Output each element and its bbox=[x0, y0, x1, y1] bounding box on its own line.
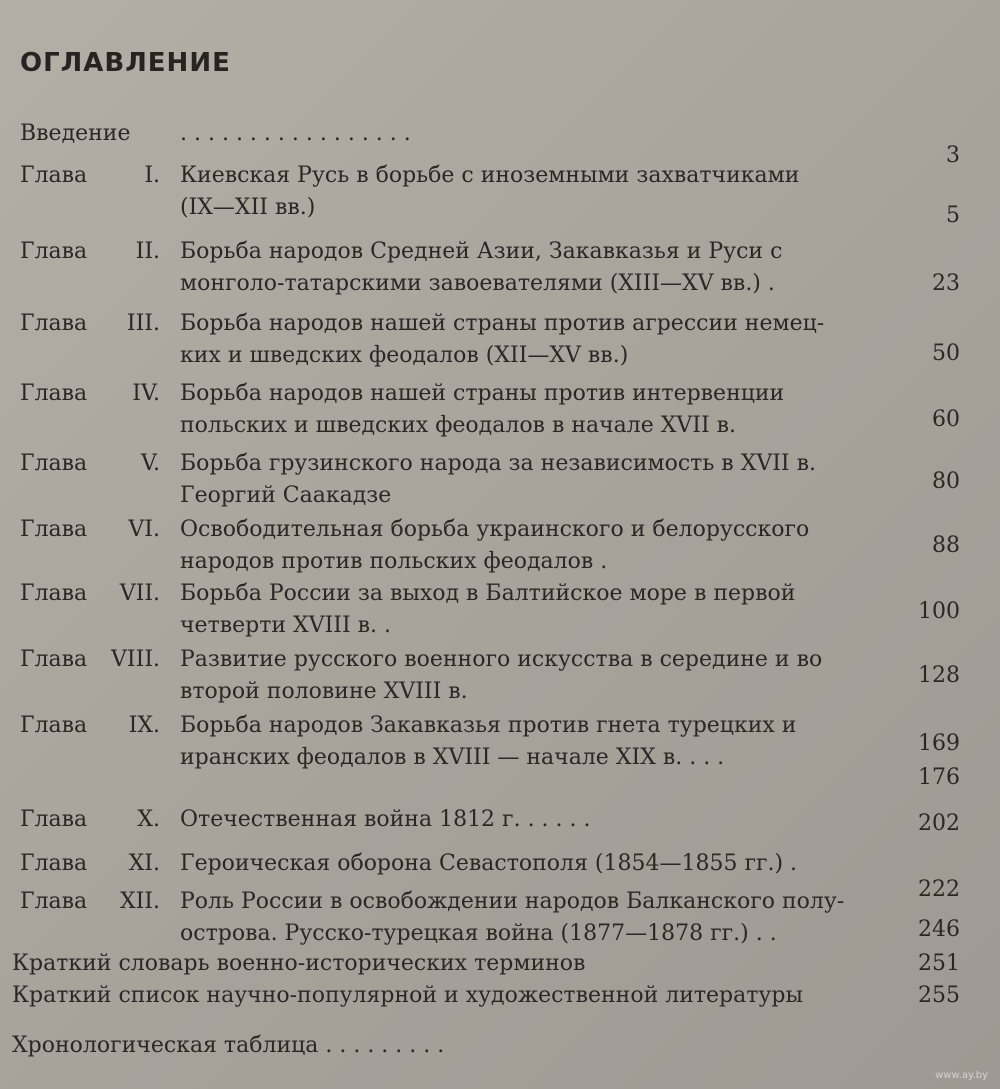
chapter-4-page-number: 60 bbox=[932, 407, 960, 432]
chapter-title-line: Развитие русского военного искусства в середине и во bbox=[180, 647, 823, 672]
chapter-10-page-number: 202 bbox=[918, 811, 960, 836]
intro-page-number: 3 bbox=[946, 143, 960, 168]
chapter-word: Глава bbox=[20, 807, 88, 832]
chapter-number: V. bbox=[140, 451, 160, 476]
chapter-title bbox=[180, 804, 880, 836]
chapter-title bbox=[180, 514, 880, 578]
page-title: ОГЛАВЛЕНИЕ bbox=[20, 48, 231, 78]
chapter-title-line: Героическая оборона Севастополя (1854—1855 гг.) . bbox=[180, 851, 798, 876]
chapter-title-line: четверти XVIII в. . bbox=[180, 613, 392, 638]
chapter-title bbox=[180, 886, 880, 950]
chapter-title-line: Борьба народов Закавказья против гнета турецких и bbox=[180, 713, 797, 738]
intro-label: Введение bbox=[20, 121, 131, 146]
chapter-11-page-number: 222 bbox=[918, 877, 960, 902]
chapter-title-line: народов против польских феодалов . bbox=[180, 549, 608, 574]
chapter-9-page-number: 169 bbox=[918, 731, 960, 756]
chapter-word: Глава bbox=[20, 581, 88, 606]
chapter-title bbox=[180, 236, 880, 300]
chapter-title bbox=[180, 578, 880, 642]
chapter-word: Глава bbox=[20, 381, 88, 406]
appendix-literature-page-number: 255 bbox=[918, 983, 960, 1008]
chapter-word: Глава bbox=[20, 713, 88, 738]
chapter-title bbox=[180, 160, 880, 224]
chapter-6-page-number: 88 bbox=[932, 533, 960, 558]
chapter-number: VI. bbox=[128, 517, 160, 542]
chapter-word: Глава bbox=[20, 517, 88, 542]
chapter-title bbox=[180, 644, 880, 708]
watermark: www.ay.by bbox=[935, 1070, 988, 1081]
chapter-title bbox=[180, 848, 880, 880]
chapter-number: IV. bbox=[132, 381, 160, 406]
chapter-1-page-number: 5 bbox=[946, 203, 960, 228]
chapter-title-line: Борьба народов нашей страны против интервенции bbox=[180, 381, 785, 406]
chapter-number: III. bbox=[126, 311, 160, 336]
chapter-12-page-number: 246 bbox=[918, 917, 960, 942]
appendix-glossary: Краткий словарь военно-исторических терминов bbox=[12, 951, 586, 976]
chapter-word: Глава bbox=[20, 239, 88, 264]
appendix-glossary-page-number: 251 bbox=[918, 951, 960, 976]
chapter-word: Глава bbox=[20, 451, 88, 476]
chapter-title-line: Роль России в освобождении народов Балканского полу- bbox=[180, 889, 845, 914]
chapter-3-page-number: 50 bbox=[932, 341, 960, 366]
chapter-number: II. bbox=[135, 239, 160, 264]
chapter-word: Глава bbox=[20, 851, 88, 876]
chapter-title-line: (IX—XII вв.) bbox=[180, 195, 316, 220]
chapter-title-line: иранских феодалов в XVIII — начале XIX в. . . . bbox=[180, 745, 725, 770]
chapter-title-line: Киевская Русь в борьбе с иноземными захватчиками bbox=[180, 163, 800, 188]
chapter-number: VII. bbox=[119, 581, 160, 606]
chapter-5-page-number: 80 bbox=[932, 469, 960, 494]
chapter-title bbox=[180, 308, 880, 372]
chapter-number: I. bbox=[144, 163, 160, 188]
chapter-8-page-number: 128 bbox=[918, 663, 960, 688]
chapter-number: IX. bbox=[128, 713, 160, 738]
chapter-title-line: второй половине XVIII в. bbox=[180, 679, 468, 704]
chapter-title bbox=[180, 448, 880, 512]
chapter-number: XI. bbox=[128, 851, 160, 876]
chapter-word: Глава bbox=[20, 889, 88, 914]
chapter-title-line: ких и шведских феодалов (XII—XV вв.) bbox=[180, 343, 629, 368]
chapter-title bbox=[180, 710, 880, 774]
chapter-title-line: острова. Русско-турецкая война (1877—1878 гг.) . . bbox=[180, 921, 777, 946]
chapter-title bbox=[180, 378, 880, 442]
chapter-title-line: Освободительная борьба украинского и белорусского bbox=[180, 517, 810, 542]
chapter-number: VIII. bbox=[111, 647, 160, 672]
appendix-literature: Краткий список научно-популярной и художественной литературы bbox=[12, 983, 803, 1008]
chapter-word: Глава bbox=[20, 163, 88, 188]
intro-dots: . . . . . . . . . . . . . . . . . bbox=[180, 121, 411, 146]
chapter-title-line: польских и шведских феодалов в начале XVII в. bbox=[180, 413, 737, 438]
chapter-2-page-number: 23 bbox=[932, 271, 960, 296]
chapter-title-line: Борьба народов Средней Азии, Закавказья и Руси с bbox=[180, 239, 783, 264]
appendix-chronology: Хронологическая таблица . . . . . . . . . bbox=[12, 1033, 445, 1058]
chapter-title-line: Борьба России за выход в Балтийское море в первой bbox=[180, 581, 796, 606]
chapter-word: Глава bbox=[20, 311, 88, 336]
chapter-title-line: Георгий Саакадзе bbox=[180, 483, 392, 508]
chapter-title-line: Борьба народов нашей страны против агрессии немец- bbox=[180, 311, 825, 336]
extra-page-number: 176 bbox=[918, 765, 960, 790]
chapter-title-line: монголо-татарскими завоевателями (XIII—XV вв.) . bbox=[180, 271, 775, 296]
chapter-number: XII. bbox=[119, 889, 160, 914]
chapter-number: X. bbox=[137, 807, 160, 832]
chapter-word: Глава bbox=[20, 647, 88, 672]
chapter-title-line: Отечественная война 1812 г. . . . . . bbox=[180, 807, 591, 832]
chapter-7-page-number: 100 bbox=[918, 599, 960, 624]
chapter-title-line: Борьба грузинского народа за независимость в XVII в. bbox=[180, 451, 816, 476]
